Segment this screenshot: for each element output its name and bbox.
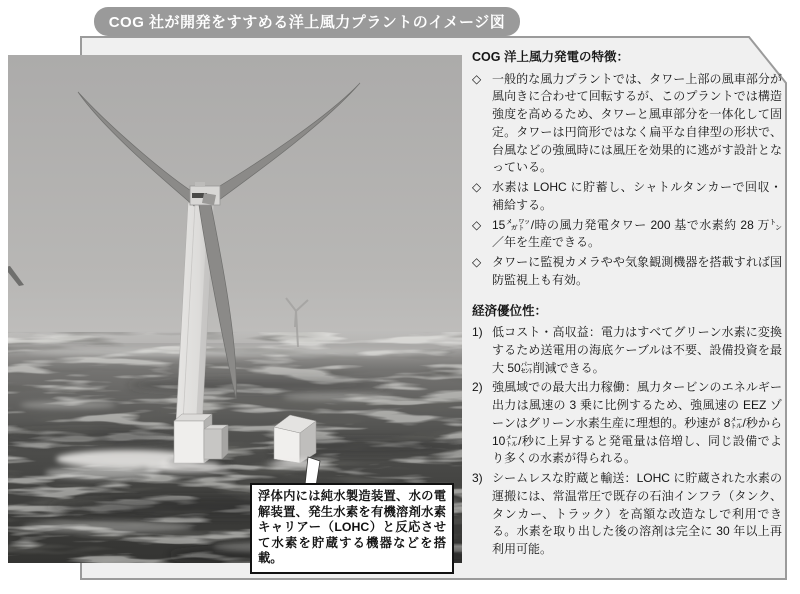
feature-item-text: タワーに監視カメラやや気象観測機器を搭載すれば国防監視上も有効。 <box>492 255 782 287</box>
diamond-bullet-icon: ◇ <box>472 255 482 269</box>
features-heading: COG 洋上風力発電の特徴： <box>472 50 629 64</box>
feature-item-text: 水素は LOHC に貯蓄し、シャトルタンカーで回収・補給する。 <box>492 180 782 212</box>
diamond-bullet-icon: ◇ <box>472 71 482 86</box>
floater-callout <box>250 483 454 574</box>
diamond-bullet-icon: ◇ <box>472 180 482 194</box>
turbine-hub <box>202 193 216 205</box>
floater-callout-text: 浮体内には純水製造装置、水の電解装置、発生水素を有機溶剤水素キャリアー（LOHC）と反応させて水素を貯蔵する機器などを搭載。 <box>258 489 446 566</box>
economics-item-number: 3) <box>472 471 483 485</box>
economics-item-text: シームレスな貯蔵と輸送：LOHC に貯蔵された水素の運搬には、常温常圧で既存の石油インフラ（タンク、タンカー、トラック）を高額な改造なしで利用できる。水素を取り出した後の溶剤は完全に 30 年以上再利用可能。 <box>492 471 782 556</box>
feature-item <box>472 179 782 215</box>
economics-item-text: 低コスト・高収益：電力はすべてグリーン水素に変換するため送電用の海底ケーブルは不要、設備投資を最大 50㌫削減できる。 <box>492 325 782 375</box>
feature-item <box>472 71 782 178</box>
description-column <box>472 48 782 561</box>
economics-item <box>472 324 782 377</box>
title-banner-label: COG 社が開発をすすめる洋上風力プラントのイメージ図 <box>108 14 506 31</box>
feature-item-text: 一般的な風力プラントでは、タワー上部の風車部分が風向きに合わせて回転するが、このプラントでは構造強度を高めるため、タワーと風車部分を一体化して固定。タワーは円筒形ではなく扁平な自律型の形状で、台風などの強風時には風圧を効果的に逃がす設計となっている。 <box>492 71 782 175</box>
diamond-bullet-icon: ◇ <box>472 217 482 232</box>
economics-item-number: 1) <box>472 325 483 339</box>
floater-right <box>274 415 316 463</box>
feature-item <box>472 217 782 253</box>
sky <box>8 55 462 351</box>
offshore-wind-photo <box>8 55 462 566</box>
economics-item <box>472 470 782 559</box>
economics-item-number: 2) <box>472 380 483 395</box>
feature-item <box>472 254 782 290</box>
economics-heading: 経済優位性： <box>472 303 548 318</box>
title-banner <box>94 7 520 36</box>
economics-item-text: 強風域での最大出力稼働：風力タービンのエネルギー出力は風速の 3 乗に比例するため、強風速の EEZ ゾーンはグリーン水素生産に理想的。秒速が 8㍍/秒から 10㍍/秒に上昇すると発電量は倍増し、同じ設備でより多くの水素が得られる。 <box>492 380 782 466</box>
feature-item-text: 15㍋㍗/時の風力発電タワー 200 基で水素約 28 万㌧／年を生産できる。 <box>492 217 782 250</box>
economics-item <box>472 379 782 468</box>
